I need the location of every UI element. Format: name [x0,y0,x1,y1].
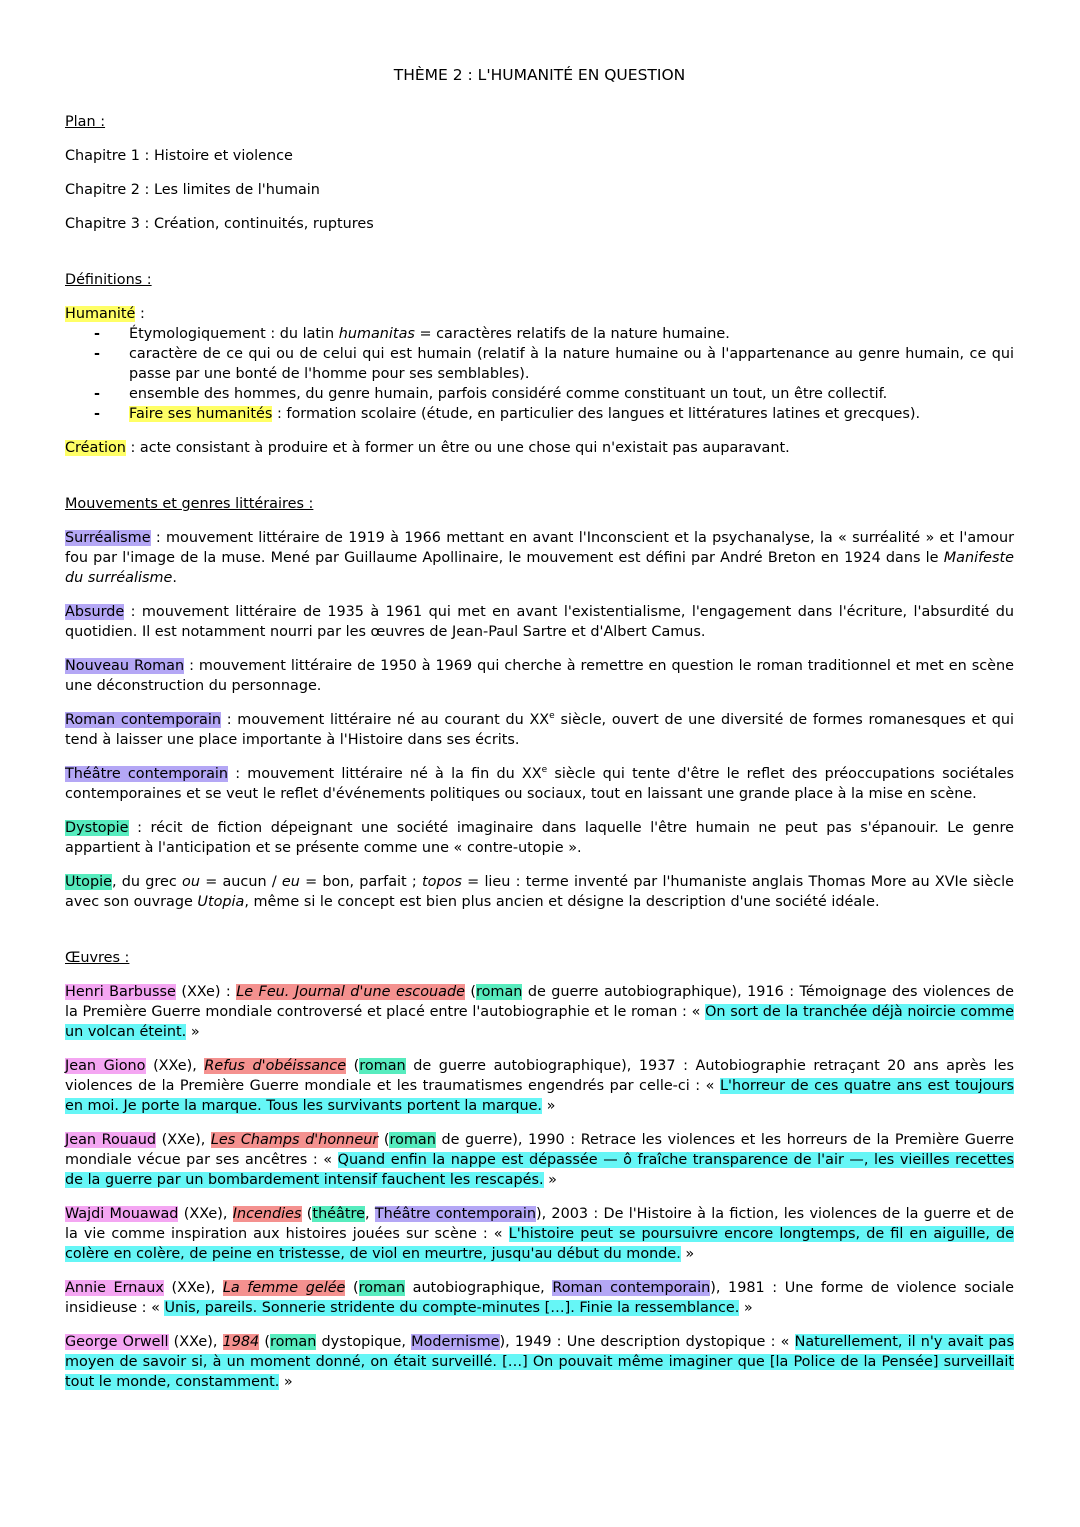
text-run: » [542,1098,556,1114]
text-run: de guerre autobiographique), 1916 : Témoignage des violences de la Première Guerre mondiale controversé et placé entre l'autobiographie et le roman : « [65,984,1014,1020]
highlight-green: roman [358,1280,406,1296]
text-run: ), 2003 : De l'Histoire à la fiction, les violences de la guerre et de la vie comme inspiration aux histoires jouées sur scène : « [65,1206,1014,1242]
highlight-cyan: L'histoire peut se poursuivre encore longtemps, de fil en aiguille, de colère en colère, de peine en tristesse, de viol en meurtre, jusqu'au début du monde. [65,1226,1014,1262]
text-run: (XXe), [168,1334,223,1350]
text-run: » [680,1246,695,1262]
highlight-pink: Jean Rouaud [65,1132,156,1148]
highlight-purple: Théâtre contemporain [374,1206,536,1222]
highlight-cyan: L'horreur de ces quatre ans est toujours en moi. Je porte la marque. Tous les survivants portent la marque. [65,1078,1014,1114]
plan-item-chapter-2: Chapitre 2 : Les limites de l'humain [65,182,320,198]
plan-item-chapter-1: Chapitre 1 : Histoire et violence [65,148,293,164]
highlight-red: Incendies [232,1206,302,1222]
text-run: , [364,1206,375,1222]
text-run: autobiographique, [405,1280,553,1296]
mouvement-nouveau-roman [65,656,1014,696]
highlight-purple: Roman contemporain [552,1280,711,1296]
highlight-purple: Nouveau Roman [65,658,185,674]
text-run: = bon, parfait ; [299,874,423,890]
text-run: (XXe), [163,1280,223,1296]
italic-text: Utopia [197,894,245,910]
italic-text: humanitas [338,326,415,342]
highlight-green: Utopie [65,874,112,890]
definition-humanite-bullet [65,384,1014,404]
highlight-purple: Surréalisme [65,530,151,546]
mouvement-absurde [65,602,1014,642]
superscript-text: e [549,711,555,722]
text-run: = lieu : terme inventé par l'humaniste anglais Thomas More au XVIe siècle avec son ouvrage [65,874,1014,910]
text-run: : récit de fiction dépeignant une société imaginaire dans laquelle l'être humain ne peut pas s'épanouir. Le genre appartient à l'anticipation et se présente comme une « contre-utopie ». [65,820,1014,856]
definition-humanite-bullet [65,344,1014,384]
oeuvre-orwell [65,1332,1014,1392]
highlight-pink: Wajdi Mouawad [65,1206,179,1222]
text-run: ( [345,1280,359,1296]
highlight-red: Refus d'obéissance [204,1058,347,1074]
highlight-cyan: Quand enfin la nappe est dépassée — ô fraîche transparence de l'air —, les vieilles recettes de la guerre par un bombardement intensif fauchent les rescapés. [65,1152,1014,1188]
oeuvre-mouawad [65,1204,1014,1264]
text-run: ), 1981 : Une forme de violence sociale insidieuse : « [65,1280,1015,1316]
highlight-pink: George Orwell [65,1334,169,1350]
highlight-purple: Théâtre contemporain [65,766,229,782]
text-run: (XXe), [178,1206,233,1222]
text-run: = caractères relatifs de la nature humaine. [414,326,730,342]
highlight-cyan: Naturellement, il n'y avait pas moyen de savoir si, à un moment donné, on était surveillé. […] On pouvait même imaginer que [la Police de la Pensée] surveillait tout le monde, constamment. [65,1334,1014,1390]
text-run: , même si le concept est bien plus ancien et désigne la description d'une société idéale. [244,894,880,910]
highlight-cyan: Unis, pareils. Sonnerie stridente du compte-minutes […]. Finie la ressemblance. [164,1300,740,1316]
mouvement-surrealisme [65,528,1014,588]
text-run: (XXe), [145,1058,205,1074]
text-run: : mouvement littéraire de 1935 à 1961 qui met en avant l'existentialisme, l'engagement dans l'écriture, l'absurdité du quotidien. Il est notamment nourri par les œuvres de Jean-Paul Sartre et d'Albert Camus. [65,604,1014,640]
italic-text: eu [281,874,300,890]
plan-item-chapter-3: Chapitre 3 : Création, continuités, ruptures [65,216,374,232]
highlight-purple: Modernisme [411,1334,500,1350]
definition-creation [65,438,1014,458]
plan-heading: Plan : [65,114,106,130]
oeuvre-giono [65,1056,1014,1116]
highlight-green: Dystopie [65,820,129,836]
text-run: : mouvement littéraire de 1919 à 1966 mettant en avant l'Inconscient et la psychanalyse, la « surréalité » et l'amour fou par l'image de la muse. Mené par Guillaume Apollinaire, le mouvement est défini par André Breton en 1924 dans le [65,530,1014,566]
italic-text: ou [182,874,200,890]
definition-humanite-bullet [65,324,1014,344]
text-run: siècle qui tente d'être le reflet des préoccupations sociétales contemporaines et se veut le reflet d'événements politiques ou sociaux, tout en laissant une grande place à la mise en scène. [65,766,1014,802]
text-run: ( [346,1058,360,1074]
text-run: dystopique, [316,1334,412,1350]
genre-dystopie [65,818,1014,858]
text-run: ), 1949 : Une description dystopique : « [499,1334,795,1350]
text-run: , du grec [111,874,183,890]
text-run: de guerre autobiographique), 1937 : Autobiographie retraçant 20 ans après les violences de la Première Guerre mondiale et les traumatismes engendrés par celle-ci : « [65,1058,1014,1094]
definition-humanite-colon: : [135,306,145,322]
text-run: » [739,1300,753,1316]
text-run: (XXe), [155,1132,211,1148]
text-run: : mouvement littéraire né au courant du XX [221,712,550,728]
highlight-red: 1984 [222,1334,260,1350]
text-run: ( [301,1206,313,1222]
text-run: ensemble des hommes, du genre humain, parfois considéré comme constituant un tout, un être collectif. [129,386,888,402]
highlight-yellow: Faire ses humanités [129,406,273,422]
highlight-pink: Henri Barbusse [65,984,176,1000]
highlight-cyan: On sort de la tranchée déjà noircie comme un volcan éteint. [65,1004,1014,1040]
text-run: ( [259,1334,270,1350]
text-run: = aucun / [199,874,282,890]
text-run: (XXe) : [175,984,237,1000]
definitions-heading: Définitions : [65,272,152,288]
text-run: » [279,1374,293,1390]
text-run: ( [464,984,477,1000]
highlight-green: roman [476,984,523,1000]
text-run: de guerre), 1990 : Retrace les violences et les horreurs de la Première Guerre mondiale vécue par ses ancêtres : « [65,1132,1014,1168]
genre-utopie [65,872,1014,912]
italic-text: Manifeste du surréalisme [65,550,1014,586]
mouvement-theatre-contemporain [65,764,1014,804]
definition-humanite-list [65,324,1014,424]
text-run: siècle, ouvert de une diversité de formes romanesques et qui tend à laisser une place importante à l'Histoire dans ses écrits. [65,712,1014,748]
oeuvres-heading: Œuvres : [65,950,130,966]
text-run: » [543,1172,557,1188]
superscript-text: e [541,765,548,776]
highlight-purple: Absurde [65,604,125,620]
text-run: ( [378,1132,390,1148]
highlight-green: roman [389,1132,436,1148]
highlight-green: roman [270,1334,317,1350]
highlight-red: La femme gelée [222,1280,346,1296]
oeuvre-ernaux [65,1278,1014,1318]
highlight-red: Le Feu. Journal d'une escouade [236,984,465,1000]
oeuvre-barbusse [65,982,1014,1042]
definition-humanite-term-line [65,304,1014,324]
document-title: THÈME 2 : L'HUMANITÉ EN QUESTION [393,66,686,84]
text-run: : mouvement littéraire de 1950 à 1969 qui cherche à remettre en question le roman traditionnel et met en scène une déconstruction du personnage. [65,658,1015,694]
highlight-pink: Annie Ernaux [65,1280,164,1296]
highlight-purple: Roman contemporain [65,712,221,728]
definition-humanite-term: Humanité [65,306,136,322]
text-run: » [186,1024,200,1040]
text-run: : mouvement littéraire né à la fin du XX [228,766,542,782]
highlight-pink: Jean Giono [65,1058,146,1074]
text-run: . [172,570,177,586]
text-run: caractère de ce qui ou de celui qui est humain (relatif à la nature humaine ou à l'appartenance au genre humain, ce qui passe par une bonté de l'homme pour ses semblables). [129,346,1014,382]
highlight-green: théâtre [312,1206,365,1222]
mouvements-heading: Mouvements et genres littéraires : [65,496,314,512]
oeuvre-rouaud [65,1130,1014,1190]
highlight-green: roman [359,1058,406,1074]
text-run: : acte consistant à produire et à former un être ou une chose qui n'existait pas auparavant. [125,440,790,456]
highlight-red: Les Champs d'honneur [210,1132,379,1148]
text-run: Étymologiquement : du latin [129,326,339,342]
italic-text: topos [422,874,462,890]
text-run: : formation scolaire (étude, en particulier des langues et littératures latines et grecques). [272,406,921,422]
definition-humanite-bullet [65,404,1014,424]
highlight-yellow: Création [65,440,126,456]
mouvement-roman-contemporain [65,710,1014,750]
